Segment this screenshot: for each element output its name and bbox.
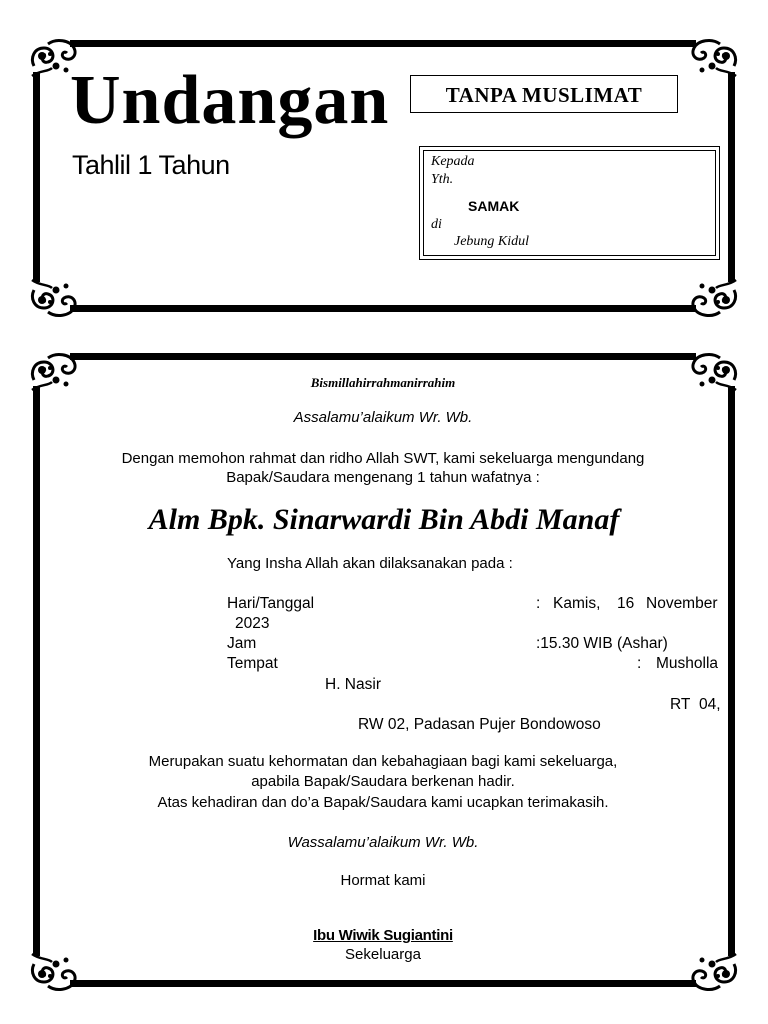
address-di: di — [431, 217, 442, 232]
date-separator: : — [536, 595, 541, 612]
top-frame-right-border — [728, 72, 735, 282]
deceased-name: Alm Bpk. Sinarwardi Bin Abdi Manaf — [148, 503, 620, 536]
corner-ornament-icon — [686, 36, 742, 80]
sender-family: Sekeluarga — [345, 946, 421, 963]
tag-label: TANPA MUSLIMAT — [445, 83, 643, 107]
address-place: Jebung Kidul — [454, 234, 530, 249]
invitation-title: Undangan — [70, 62, 390, 139]
sender-name: Ibu Wiwik Sugiantini — [313, 927, 453, 944]
regards: Hormat kami — [340, 872, 426, 889]
date-year: 2023 — [235, 615, 270, 632]
letter-frame-bottom-border — [70, 980, 696, 987]
bismillah: Bismillahirrahmanirrahim — [310, 375, 456, 390]
letter-frame-left-border — [33, 386, 40, 956]
address-box — [419, 146, 720, 260]
address-yth: Yth. — [431, 172, 454, 187]
closing-line-3: Atas kehadiran dan do’a Bapak/Saudara kami ucapkan terimakasih. — [157, 794, 609, 811]
place-value-1: Musholla — [656, 655, 719, 672]
schedule-intro: Yang Insha Allah akan dilaksanakan pada : — [227, 555, 513, 572]
corner-ornament-icon — [26, 276, 82, 320]
top-frame-bottom-border — [70, 305, 696, 312]
closing-line-1: Merupakan suatu kehormatan dan kebahagiaan bagi kami sekeluarga, — [148, 753, 618, 770]
place-label: Tempat — [227, 655, 278, 672]
intro-line-1: Dengan memohon rahmat dan ridho Allah SWT, kami sekeluarga mengundang — [121, 450, 645, 467]
place-value-2: H. Nasir — [325, 676, 381, 693]
time-value: :15.30 WIB (Ashar) — [536, 635, 668, 652]
date-month: November — [646, 595, 718, 612]
address-kepada: Kepada — [431, 154, 475, 169]
closing-line-2: apabila Bapak/Saudara berkenan hadir. — [251, 773, 515, 790]
place-rt: RT — [670, 696, 691, 713]
date-label: Hari/Tanggal — [227, 595, 315, 612]
invitation-subtitle: Tahlil 1 Tahun — [72, 150, 230, 180]
letter-frame-right-border — [728, 386, 735, 956]
corner-ornament-icon — [686, 276, 742, 320]
top-frame-top-border — [70, 40, 696, 47]
address-recipient-name: SAMAK — [468, 198, 520, 214]
corner-ornament-icon — [686, 950, 742, 994]
letter-frame-top-border — [70, 353, 696, 360]
date-number: 16 — [617, 595, 635, 612]
corner-ornament-icon — [26, 350, 82, 394]
tag-box — [410, 75, 678, 113]
salam-opening: Assalamu’alaikum Wr. Wb. — [293, 409, 473, 426]
intro-line-2: Bapak/Saudara mengenang 1 tahun wafatnya : — [226, 469, 540, 486]
corner-ornament-icon — [26, 950, 82, 994]
place-value-3: RW 02, Padasan Pujer Bondowoso — [358, 716, 601, 733]
date-day: Kamis, — [553, 595, 601, 612]
salam-closing: Wassalamu’alaikum Wr. Wb. — [287, 834, 479, 851]
corner-ornament-icon — [686, 350, 742, 394]
place-separator: : — [637, 655, 642, 672]
place-rt-number: 04, — [699, 696, 721, 713]
top-frame-left-border — [33, 72, 40, 282]
time-label: Jam — [227, 635, 257, 652]
